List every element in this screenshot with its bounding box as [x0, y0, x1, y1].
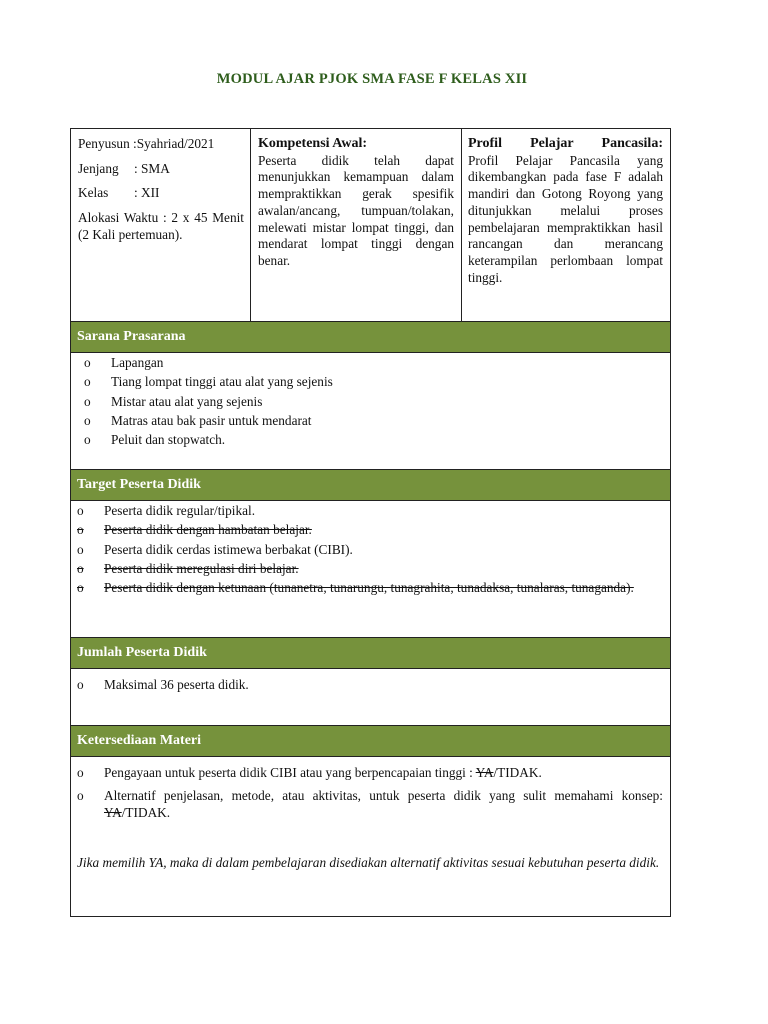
bullet-icon: o: [77, 580, 84, 596]
bullet-icon: o: [77, 788, 84, 804]
materi-list: [71, 763, 670, 821]
kelas-label: Kelas: [78, 185, 109, 201]
jenjang-value: : SMA: [134, 160, 170, 176]
jenjang-line: [78, 161, 244, 178]
bullet-icon: o: [77, 560, 84, 576]
bullet-icon: o: [77, 677, 84, 692]
kompetensi-cell: [251, 129, 462, 322]
list-item-struck: o Peserta didik meregulasi diri belajar.: [71, 559, 670, 578]
kelas-value: : XII: [134, 185, 160, 201]
document-title: MODUL AJAR PJOK SMA FASE F KELAS XII: [216, 71, 528, 87]
bullet-icon: o: [77, 503, 84, 518]
bullet-icon: o: [77, 522, 84, 538]
list-item: o Peluit dan stopwatch.: [71, 430, 670, 449]
materi-note: Jika memilih YA, maka di dalam pembelajaran disediakan alternatif aktivitas sesuai kebutuhan peserta didik.: [77, 855, 660, 870]
bullet-icon: o: [84, 355, 91, 370]
kompetensi-heading: Kompetensi Awal:: [258, 136, 368, 151]
section-header-jumlah: Jumlah Peserta Didik: [71, 637, 670, 669]
list-item: o Peserta didik cerdas istimewa berbakat (CIBI).: [71, 540, 670, 559]
kompetensi-text: Peserta didik telah dapat menunjukkan kemampuan dalam mempraktikkan gerak spesifik awalan/ancang, tumpuan/tolakan, melewati mistar lompat tinggi, dan mendarat lompat tinggi dengan benar.: [258, 152, 454, 268]
section-header-sarana: Sarana Prasarana: [71, 321, 670, 353]
jumlah-list: [71, 675, 670, 694]
list-item: o Matras atau bak pasir untuk mendarat: [71, 411, 670, 430]
alokasi-text: Alokasi Waktu : 2 x 45 Menit (2 Kali pertemuan).: [78, 210, 244, 242]
bullet-icon: o: [77, 541, 84, 557]
kelas-line: [78, 185, 244, 202]
identity-cell: [71, 129, 251, 322]
list-item-struck: o Peserta didik dengan ketunaan (tunanetra, tunarungu, tunagrahita, tunadaksa, tunalaras, tunaganda).: [71, 578, 670, 597]
bullet-icon: o: [84, 412, 91, 428]
profil-cell: [462, 129, 670, 322]
bullet-icon: o: [77, 765, 84, 780]
section-header-materi: Ketersediaan Materi: [71, 725, 670, 757]
sarana-list: [71, 353, 670, 449]
option-ya-struck: YA: [104, 805, 122, 821]
penyusun-text: Penyusun :Syahriad/2021: [78, 136, 215, 151]
target-list: [71, 501, 670, 597]
list-item-struck: o Peserta didik dengan hambatan belajar.: [71, 520, 670, 539]
profil-heading: Profil Pelajar Pancasila:: [468, 136, 663, 151]
list-item: o Peserta didik regular/tipikal.: [71, 501, 670, 520]
bullet-icon: o: [84, 432, 91, 448]
list-item: o Mistar atau alat yang sejenis: [71, 392, 670, 411]
profil-text: Profil Pelajar Pancasila yang dikembangkan pada fase F adalah mandiri dan Gotong Royong yang ditunjukkan melalui proses pembelajaran mempraktikkan hasil rancangan dan merancang keterampilan perlombaan lompat tinggi.: [468, 152, 663, 285]
list-item: o Lapangan: [71, 353, 670, 372]
option-ya-struck: YA: [475, 765, 494, 780]
header-row: [71, 129, 670, 322]
list-item: o Alternatif penjelasan, metode, atau aktivitas, untuk peserta didik yang sulit memahami konsep: YA/TIDAK.: [77, 788, 663, 821]
list-item: o Maksimal 36 peserta didik.: [71, 675, 670, 694]
list-item: o Tiang lompat tinggi atau alat yang sejenis: [71, 372, 670, 391]
bullet-icon: o: [84, 393, 91, 409]
bullet-icon: o: [84, 374, 91, 390]
jenjang-label: Jenjang: [78, 160, 119, 176]
module-table: [70, 128, 671, 917]
list-item: o Pengayaan untuk peserta didik CIBI atau yang berpencapaian tinggi : YA/TIDAK.: [71, 763, 670, 782]
section-header-target: Target Peserta Didik: [71, 469, 670, 501]
